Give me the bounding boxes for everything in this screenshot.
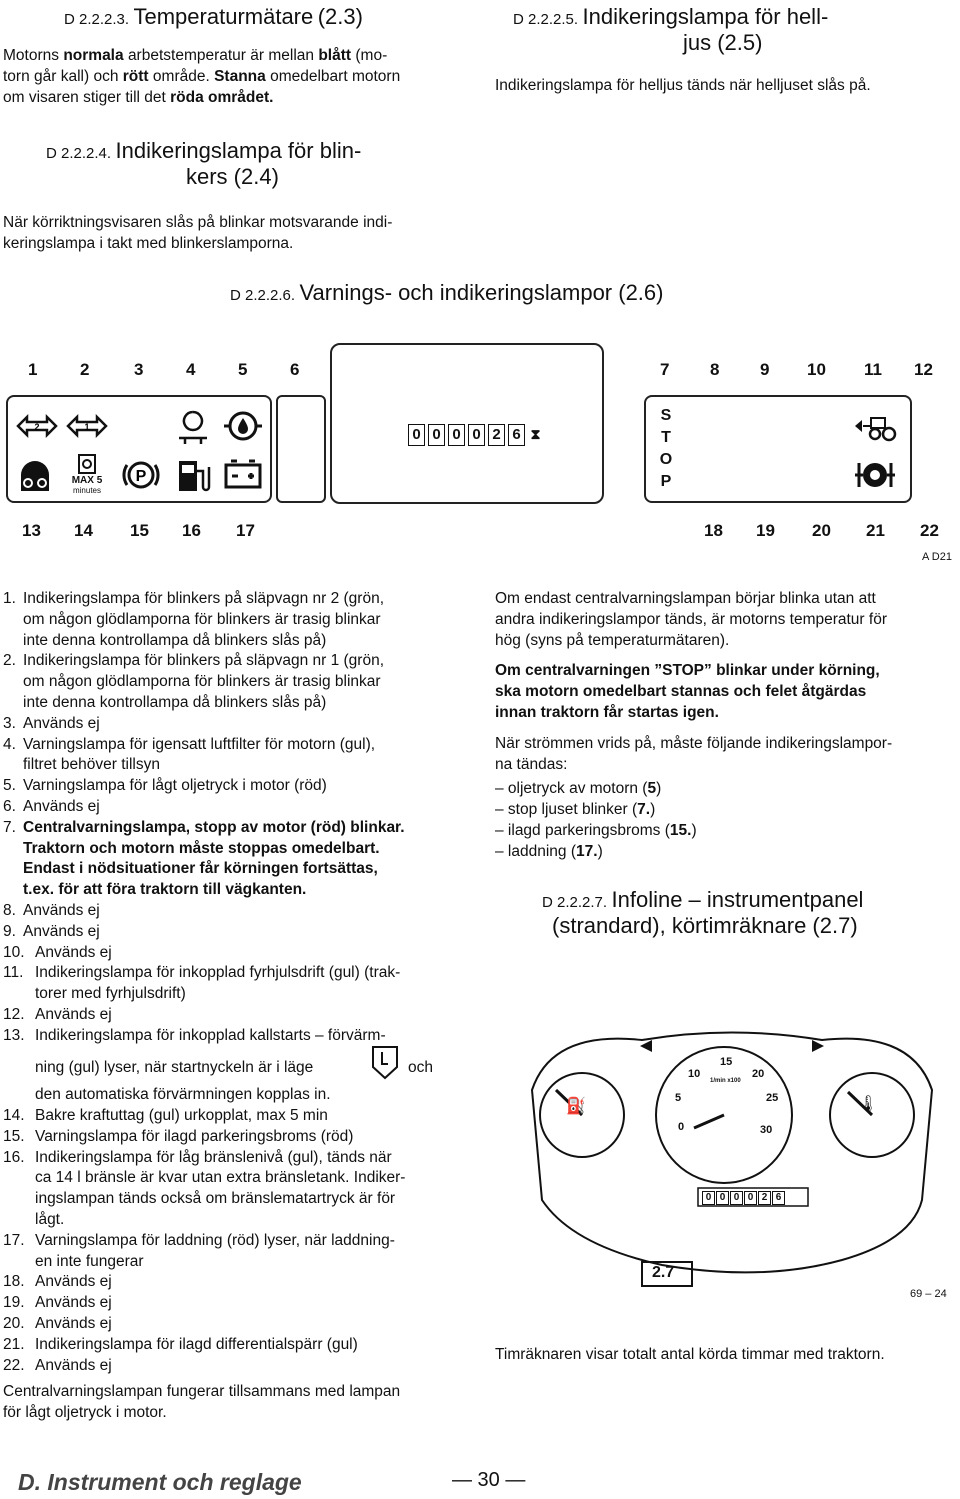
stop-letter: S [660, 407, 672, 424]
list-item: 7. Centralvarningslampa, stopp av motor (röd) blinkar. Traktorn och motorn måste stoppas omedelbart. Endast i nödsituationer får körningen fortsättas, t.ex. för att föra traktorn till vägkanten. [3, 818, 405, 899]
gauge-tick: 15 [720, 1056, 733, 1068]
figure-caption: Timräknaren visar totalt antal körda timmar med traktorn. [495, 1346, 885, 1363]
oil-pressure-icon [220, 403, 266, 449]
gauge-tick: 30 [760, 1124, 773, 1136]
svg-text:2: 2 [34, 422, 40, 432]
list-item: 11. Indikeringslampa för inkopplad fyrhjulsdrift (gul) (trak- torer med fyrhjulsdrift) [3, 964, 401, 1003]
stop-letter: P [660, 473, 672, 490]
list-item: 20. Används ej [3, 1314, 112, 1332]
gauge-unit: 1/min x100 [710, 1078, 741, 1084]
lamp-number: 15 [130, 521, 149, 540]
list-item: 14. Bakre kraftuttag (gul) urkopplat, max 5 min [3, 1107, 328, 1124]
right-paragraph-2: Om centralvarningen ”STOP” blinkar under körning, ska motorn omedelbart stannas och felet åtgärdas innan traktorn får startas igen. [495, 662, 880, 721]
list-item: 4. Varningslampa för igensatt luftfilter för motorn (gul), filtret behöver tillsyn [3, 735, 376, 774]
svg-text:P: P [135, 468, 147, 485]
lamp-number: 10 [807, 360, 826, 379]
list-item: 2. Indikeringslampa för blinkers på släpvagn nr 1 (grön, om någon glödlamporna för blinkers är trasig blinkar inte denna kontrollampa då blinkers slås på) [3, 652, 384, 711]
heading-blinkers: D 2.2.2.4. Indikeringslampa för blin- kers (2.4) [46, 138, 362, 189]
temp-paragraph: Motorns normala arbetstemperatur är mellan blått (mo- torn går kall) och rött område. Stanna omedelbart motorn om visaren stiger till det röda området. [3, 47, 401, 106]
pto-max5-icon: MAX 5 minutes [64, 450, 110, 498]
lamp-number: 4 [186, 360, 196, 379]
bullet-item: – ilagd parkeringsbroms (15.) [495, 821, 697, 839]
four-wheel-drive-icon [852, 405, 898, 451]
instrument-panel-figure [512, 1020, 952, 1310]
lamp-number: 19 [756, 521, 775, 540]
list-item: 12. Används ej [3, 1005, 112, 1023]
list-item: 6. Används ej [3, 797, 100, 815]
list-item: 1. Indikeringslampa för blinkers på släpvagn nr 2 (grön, om någon glödlamporna för blinkers är trasig blinkar inte denna kontrollampa då blinkers slås på) [3, 590, 384, 649]
figure-label: 2.7 [652, 1264, 675, 1281]
heading-infoline: D 2.2.2.7. Infoline – instrumentpanel (strandard), körtimräknare (2.7) [542, 887, 864, 938]
air-filter-icon [170, 403, 216, 449]
gauge-tick: 0 [678, 1121, 685, 1133]
list-item: 10. Används ej [3, 943, 112, 961]
page-number: — 30 — [452, 1469, 526, 1491]
heading-helljus: D 2.2.2.5. Indikeringslampa för hell- jus (2.5) [513, 4, 829, 55]
svg-text:1: 1 [84, 422, 90, 432]
bullet-item: – stop ljuset blinker (7.) [495, 801, 656, 819]
stop-letter: T [661, 429, 671, 446]
lamp-number: 21 [866, 521, 885, 540]
lamp-number: 17 [236, 521, 255, 540]
gauge-tick: 25 [766, 1092, 779, 1104]
blank-slot [276, 395, 326, 503]
lamp-list [3, 589, 473, 1047]
lamp-number: 6 [290, 360, 300, 379]
list-item: 16. Indikeringslampa för låg bränslenivå (gul), tänds när ca 14 l bränsle är kvar utan extra bränsletank. Indiker- ingslampan tänds också om bränslematartryck är för lågt. [3, 1148, 406, 1228]
lamp-number: 20 [812, 521, 831, 540]
gauge-tick: 10 [688, 1068, 701, 1080]
closing-paragraph: Centralvarningslampan fungerar tillsammans med lampan för lågt oljetryck i motor. [3, 1383, 401, 1421]
hour-counter: 0 0 0 0 2 6 ⧗ [408, 424, 543, 446]
lamp-number: 7 [660, 360, 670, 379]
right-paragraph-1: Om endast centralvarningslampan börjar blinka utan att andra indikeringslampor tänds, är motorns temperatur för hög (syns på temperaturmätaren). [495, 590, 887, 649]
ignition-key-icon [370, 1044, 400, 1085]
lamp-number: 16 [182, 521, 201, 540]
lamp-list-2 [3, 1106, 473, 1376]
list-item: 21. Indikeringslampa för ilagd differentialspärr (gul) [3, 1335, 358, 1353]
list-item: 8. Används ej [3, 901, 100, 919]
heading-temp: D 2.2.2.3. Temperaturmätare (2.3) [64, 4, 363, 29]
list-item: 17. Varningslampa för laddning (röd) lyser, när laddning- en inte fungerar [3, 1231, 395, 1270]
lamp-number: 14 [74, 521, 93, 540]
right-column [495, 589, 957, 863]
lamp-number: 2 [80, 360, 90, 379]
list-item: 9. Används ej [3, 922, 100, 940]
lamp-number: 11 [864, 360, 882, 379]
gauge-tick: 20 [752, 1068, 765, 1080]
lamp-number: 13 [22, 521, 41, 540]
temp-gauge-icon: 🌡 [858, 1096, 879, 1113]
list-item: 5. Varningslampa för lågt oljetryck i motor (röd) [3, 777, 327, 795]
footer-section: D. Instrument och reglage [18, 1469, 302, 1495]
lamp-number: 9 [760, 360, 770, 379]
lamp-number: 12 [914, 360, 933, 379]
fuel-gauge-icon: ⛽ [566, 1098, 586, 1115]
list-item: 3. Används ej [3, 714, 100, 732]
diff-lock-icon [852, 452, 898, 498]
gauge-tick: 5 [675, 1092, 682, 1104]
right-paragraph-3: När strömmen vrids på, måste följande indikeringslampor- na tändas: [495, 734, 893, 773]
fuel-icon [170, 452, 216, 498]
lamp-number: 1 [28, 360, 38, 379]
list-item: 19. Används ej [3, 1294, 112, 1312]
helljus-paragraph: Indikeringslampa för helljus tänds när helljuset slås på. [495, 77, 871, 94]
figure-ref-2: 69 – 24 [910, 1288, 947, 1300]
heading-varnings: D 2.2.2.6. Varnings- och indikeringslampor (2.6) [230, 280, 664, 305]
item13-continuation: ning (gul) lyser, när startnyckeln är i läge [35, 1059, 314, 1076]
trailer2-blinker-icon [14, 403, 60, 449]
blinkers-paragraph: När körriktningsvisaren slås på blinkar motsvarande indi- keringslampa i takt med blinkerslamporna. [3, 214, 393, 252]
bullet-item: – laddning (17.) [495, 842, 603, 860]
bullet-list [495, 779, 957, 862]
lamp-number: 18 [704, 521, 723, 540]
list-item: 13. Indikeringslampa för inkopplad kallstarts – förvärm- [3, 1026, 386, 1044]
item13-end: den automatiska förvärmningen kopplas in. [35, 1086, 331, 1103]
battery-icon [220, 452, 266, 498]
parking-brake-icon [118, 452, 164, 498]
preheat-icon [12, 452, 58, 498]
lamp-number: 8 [710, 360, 720, 379]
trailer1-blinker-icon [64, 403, 110, 449]
hour-counter-small: 0 0 0 0 2 6 [702, 1191, 785, 1205]
lamp-number: 3 [134, 360, 144, 379]
lamp-number: 22 [920, 521, 939, 540]
item13-och: och [408, 1059, 433, 1076]
bullet-item: – oljetryck av motorn (5) [495, 780, 662, 798]
lamp-number: 5 [238, 360, 248, 379]
stop-letter: O [659, 451, 673, 468]
list-item: 15. Varningslampa för ilagd parkeringsbroms (röd) [3, 1127, 354, 1145]
list-item: 22. Används ej [3, 1356, 112, 1374]
figure-ref: A D21 [922, 551, 952, 563]
list-item: 18. Används ej [3, 1273, 112, 1291]
